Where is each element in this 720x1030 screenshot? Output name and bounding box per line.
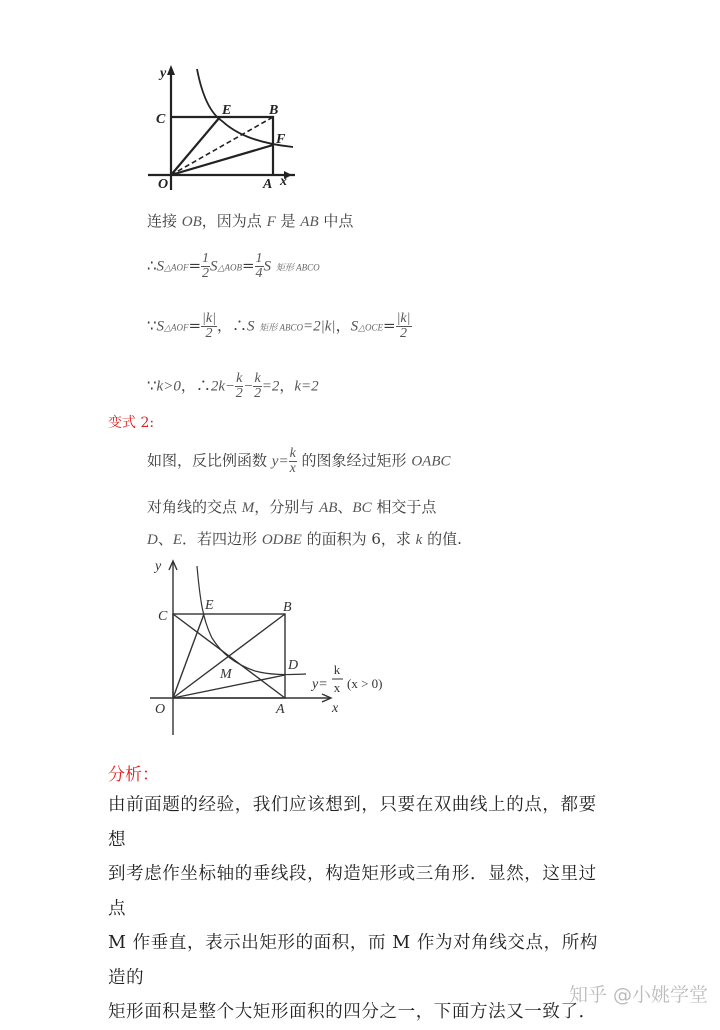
text: 、	[337, 498, 353, 516]
text: 相交于点	[371, 498, 437, 516]
denominator: 2	[235, 386, 243, 401]
text: ．若四边形	[182, 530, 262, 548]
text: 如图，反比例函数	[147, 451, 272, 470]
dashed-ob	[171, 117, 273, 175]
label-y: y	[155, 559, 162, 574]
figure-2-diagram	[140, 550, 400, 740]
solution-line-1	[147, 210, 353, 231]
function-label-num: k	[333, 662, 341, 677]
fraction	[253, 372, 261, 401]
analysis-title: 分析：	[108, 765, 159, 785]
equals: =	[188, 316, 202, 335]
watermark: 知乎 @小姚学堂	[568, 984, 708, 1006]
numerator: |k|	[202, 311, 216, 326]
denominator: 2	[205, 326, 213, 341]
text: 的面积为 6，求	[301, 530, 416, 548]
fraction	[289, 447, 297, 476]
because-symbol: ∵	[147, 376, 157, 395]
numerator: 1	[255, 251, 263, 266]
analysis-line: M 作垂直，表示出矩形的面积，而 M 作为对角线交点，所构造的	[108, 933, 598, 988]
math-result: k=2	[294, 378, 319, 395]
label-o: O	[158, 177, 169, 192]
math-expr: =2|k|	[303, 318, 336, 335]
numerator: 1	[202, 251, 210, 266]
separator: ，	[335, 316, 351, 335]
denominator: 2	[202, 266, 210, 281]
subscript: 矩形 ABCO	[259, 322, 304, 333]
fraction	[255, 252, 264, 281]
subscript: 矩形 ABCO	[275, 262, 320, 273]
math-m: M	[241, 500, 255, 516]
math-s: S	[156, 318, 165, 335]
math-s: S	[263, 258, 272, 275]
numerator: k	[236, 371, 243, 386]
equals: =	[241, 256, 255, 275]
label-b: B	[269, 103, 279, 118]
analysis-line: 到考虑作坐标轴的垂线段，构造矩形或三角形．显然，这里过点	[108, 864, 597, 919]
analysis-line: 矩形面积是整个大矩形面积的四分之一，下面方法又一致了．	[108, 1002, 597, 1022]
math-expr: =2	[261, 378, 280, 395]
math-bc: BC	[352, 500, 372, 516]
label-f: F	[276, 132, 286, 147]
label-d: D	[288, 658, 299, 673]
segment-oe	[171, 117, 220, 175]
label-c: C	[156, 112, 166, 127]
solution-line-2	[147, 252, 320, 281]
equals: =	[383, 316, 396, 335]
math-odbe: ODBE	[261, 532, 302, 548]
function-label-y: y=	[312, 677, 328, 692]
figure-1-diagram	[140, 55, 310, 195]
label-o: O	[155, 702, 166, 717]
y-arrow	[167, 65, 175, 75]
label-m: M	[220, 667, 232, 682]
text: ，分别与	[254, 498, 320, 516]
denominator: 4	[255, 266, 263, 281]
segment-of	[171, 145, 273, 175]
label-a: A	[276, 702, 285, 717]
label-a: A	[263, 177, 273, 192]
numerator: k	[254, 371, 261, 386]
denominator: 2	[254, 386, 262, 401]
subscript: △OCE	[358, 322, 383, 333]
solution-line-3	[147, 312, 412, 341]
subscript: △AOF	[164, 262, 189, 273]
question-line-3	[147, 528, 462, 549]
math-s: S	[350, 318, 359, 335]
math-cond: k>0	[156, 378, 181, 395]
math-ab: AB	[319, 500, 338, 516]
label-b: B	[283, 600, 292, 615]
math-e: E	[172, 532, 183, 548]
function-label-cond: (x > 0)	[347, 676, 383, 691]
label-x: x	[332, 701, 339, 716]
text: 中点	[318, 212, 354, 230]
therefore-symbol: ∴	[147, 256, 157, 275]
separator: ，	[216, 316, 232, 335]
label-y: y	[160, 66, 167, 81]
denominator: x	[289, 461, 296, 476]
text: 、	[157, 530, 173, 548]
text: 对角线的交点	[147, 498, 242, 516]
subscript: △AOF	[164, 322, 189, 333]
math-f: F	[266, 214, 276, 230]
function-label-den: x	[333, 680, 341, 695]
math-s: S	[156, 258, 165, 275]
label-c: C	[158, 609, 168, 624]
text: 的图象经过矩形	[296, 451, 412, 470]
analysis-line: 由前面题的经验，我们应该想到，只要在双曲线上的点，都要想	[108, 795, 597, 850]
math-ob: OB	[181, 214, 202, 230]
denominator: 2	[400, 326, 408, 341]
because-symbol: ∵	[147, 316, 157, 335]
therefore-symbol: ∴	[231, 316, 247, 335]
text: ，因为点	[201, 212, 267, 230]
equals: =	[188, 256, 202, 275]
text: 的值.	[422, 530, 462, 548]
fraction	[201, 312, 217, 341]
text: 是	[275, 212, 301, 230]
math-oabc: OABC	[411, 453, 451, 470]
separator: ，	[180, 376, 196, 395]
segment-oe	[173, 614, 204, 698]
fraction	[201, 252, 210, 281]
therefore-symbol: ∴	[195, 376, 211, 395]
label-e: E	[222, 103, 232, 118]
math-expr: 2k−	[210, 378, 236, 395]
minus: −	[243, 378, 254, 395]
analysis-paragraph	[108, 788, 608, 1030]
solution-line-4	[147, 372, 319, 401]
math-d: D	[147, 532, 158, 548]
text: 连接	[147, 212, 182, 230]
numerator: k	[289, 446, 296, 461]
question-line-1	[147, 447, 451, 476]
math-k: k	[415, 532, 423, 548]
fraction	[396, 312, 412, 341]
math-ab: AB	[300, 214, 319, 230]
label-e: E	[205, 598, 214, 613]
math-s: S	[247, 318, 255, 335]
label-x: x	[280, 174, 287, 189]
numerator: |k|	[396, 311, 411, 326]
variant-title: 变式 2:	[108, 415, 155, 431]
subscript: △AOB	[217, 262, 242, 273]
question-line-2	[147, 496, 436, 517]
separator: ，	[279, 376, 295, 395]
math-y: y=	[271, 453, 289, 470]
math-s: S	[210, 258, 218, 275]
